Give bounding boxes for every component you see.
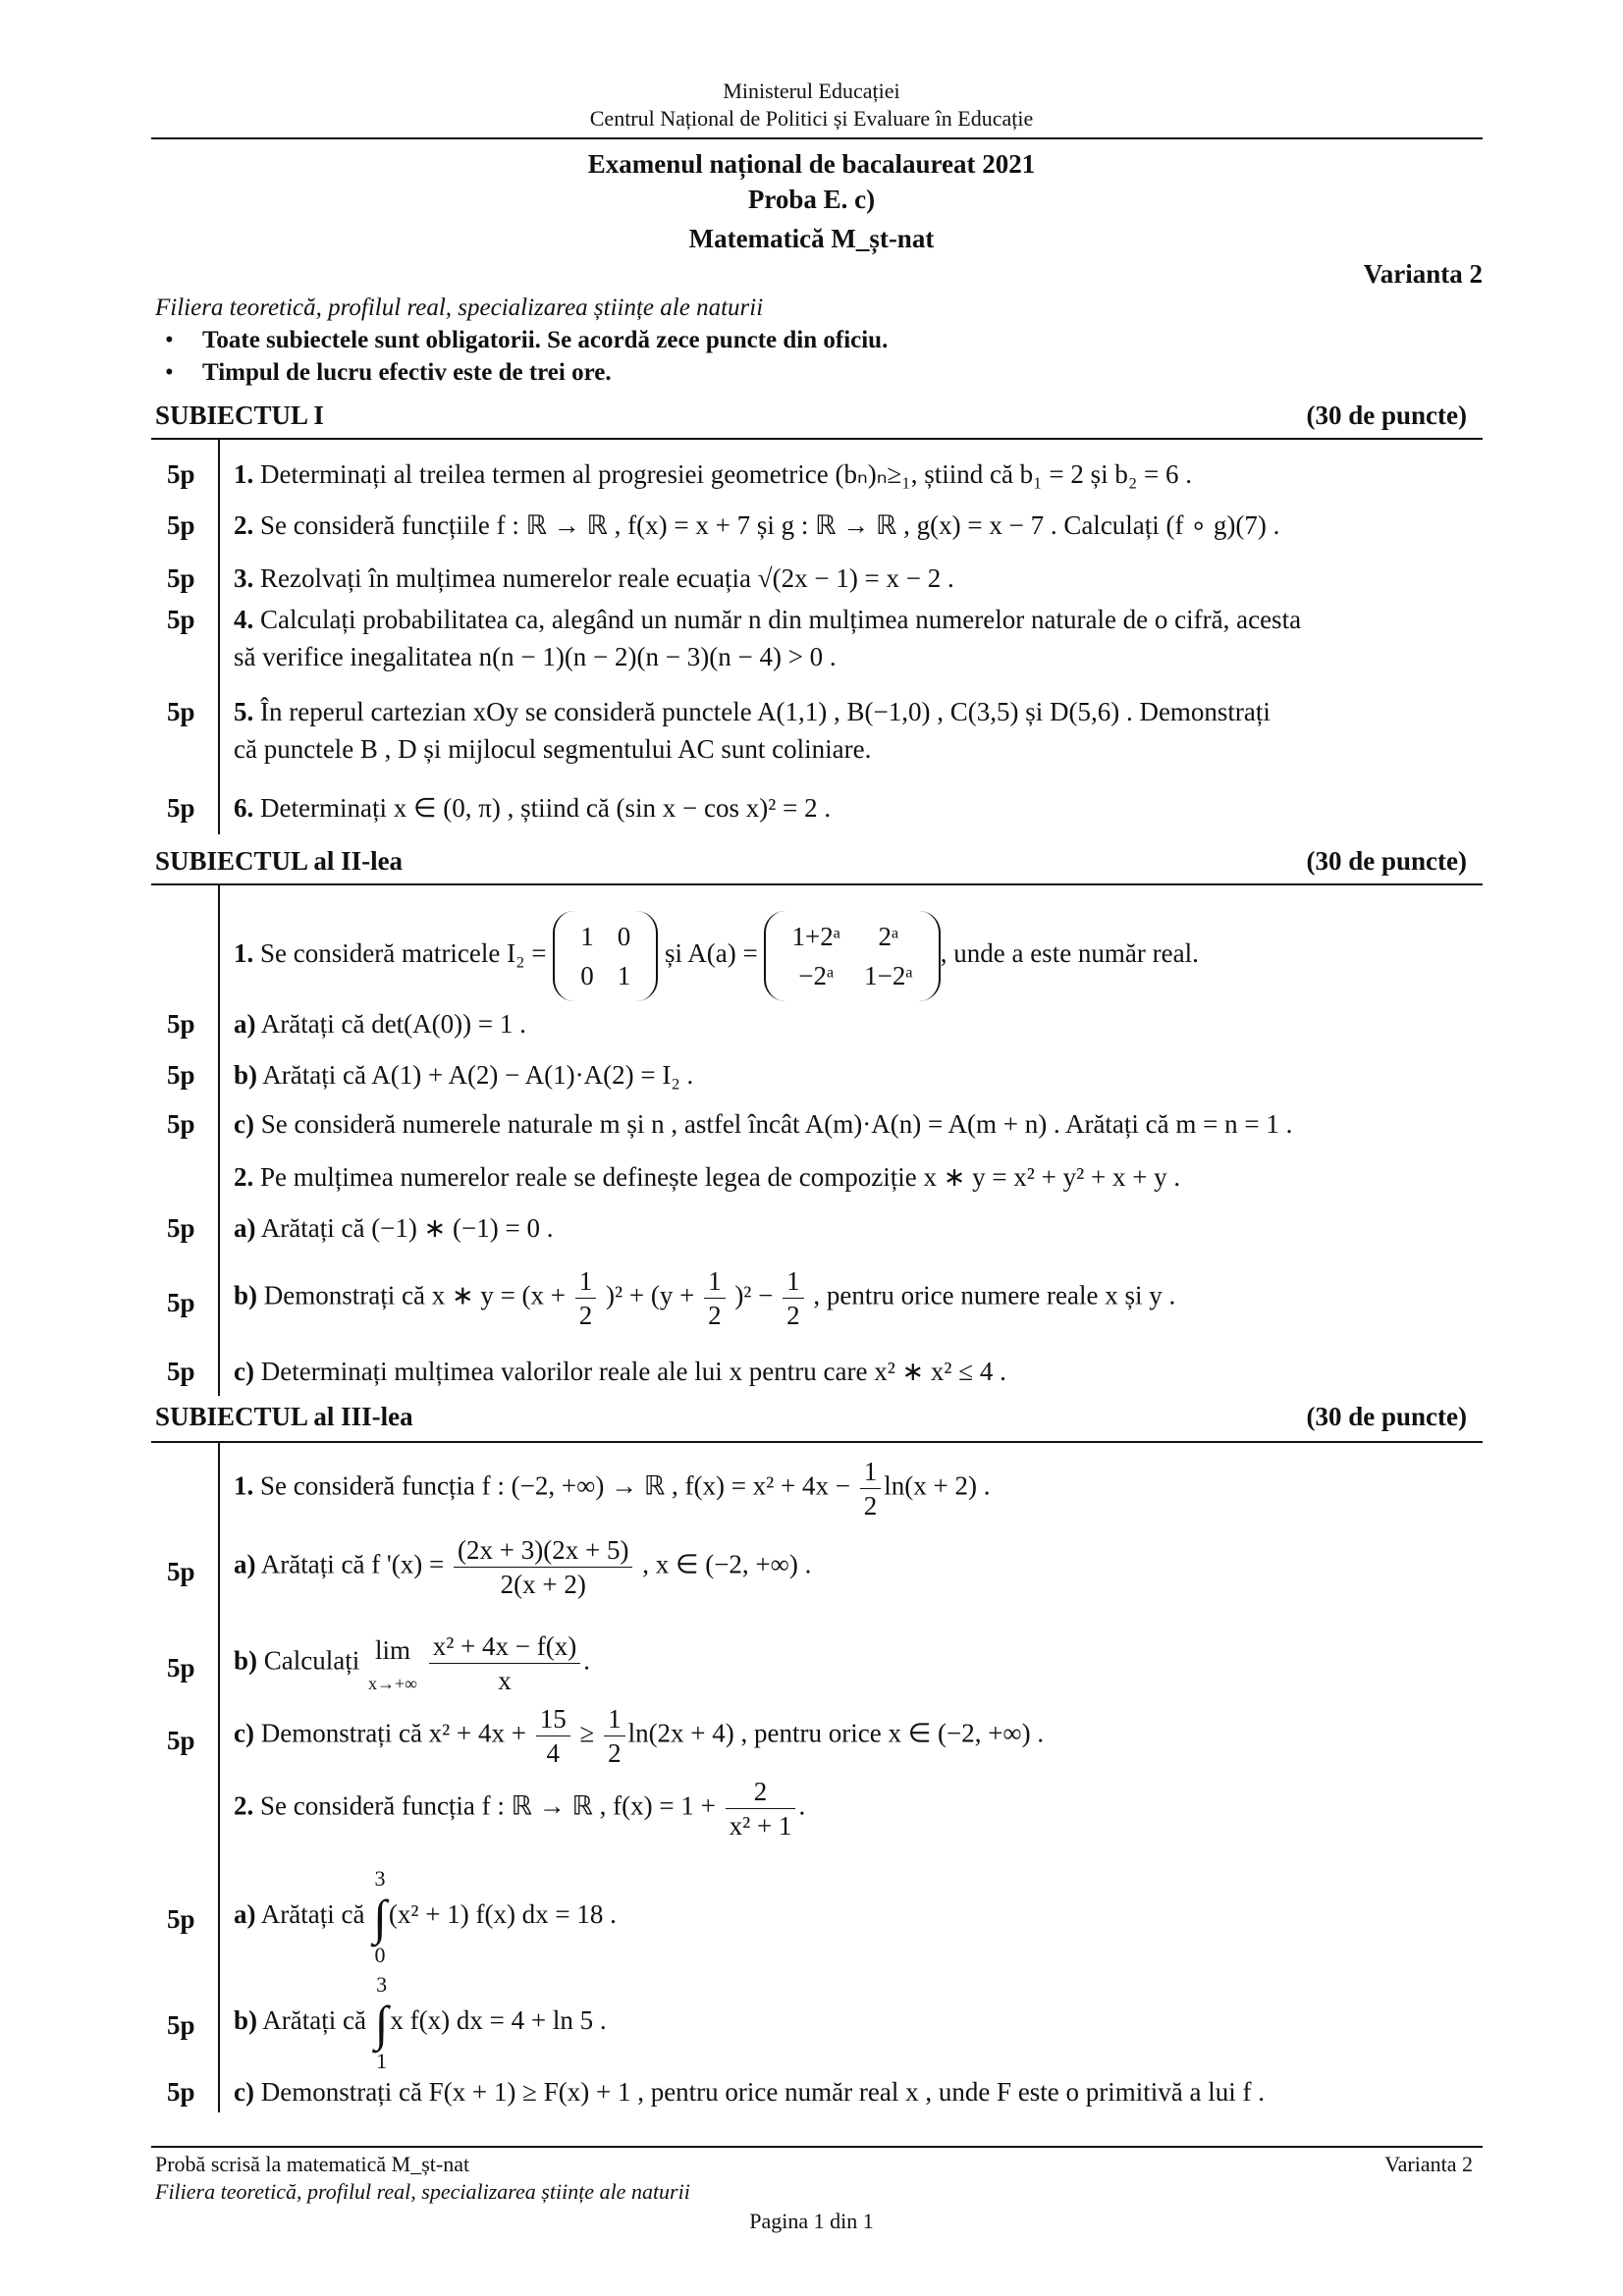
- integral-sign: 3 ∫ 1: [374, 1972, 389, 2073]
- section-1-points: (30 de puncte): [1306, 400, 1467, 430]
- s3-1a: [155, 1533, 1471, 1612]
- filiera-line: Filiera teoretică, profilul real, specializarea științe ale naturii: [155, 294, 764, 321]
- item-text: Demonstrați că F(x + 1) ≥ F(x) + 1 , pentru orice număr real x , unde F este o primitivă a lui f .: [260, 2077, 1266, 2107]
- exam-proba: Proba E. c): [747, 185, 876, 214]
- problem-text: , unde a este număr real.: [940, 938, 1199, 969]
- item-text: Arătați că det(A(0)) = 1 .: [260, 1009, 526, 1039]
- item-number: 5.: [234, 697, 254, 726]
- item-text: Determinați x ∈ (0, π) , știind că (sin x − cos x)² = 2 .: [260, 793, 832, 823]
- item-number: 1.: [234, 459, 254, 489]
- item-text: În reperul cartezian xOy se consideră punctele A(1,1) , B(−1,0) , C(3,5) și D(5,6) . Demonstrați: [260, 697, 1271, 726]
- points-badge: 5p: [167, 1213, 195, 1243]
- points-badge: 5p: [167, 1109, 195, 1139]
- center-name: Centrul Național de Politici și Evaluare în Educație: [589, 106, 1034, 131]
- item-text: Arătați că A(1) + A(2) − A(1)·A(2) = I₂ .: [262, 1060, 694, 1090]
- points-badge: 5p: [167, 2077, 195, 2107]
- item-text: Determinați mulțimea valorilor reale ale lui x pentru care x² ∗ x² ≤ 4 .: [260, 1357, 1006, 1386]
- section-3-heading: [155, 1402, 1467, 1432]
- fraction-half: $\frac{1}{2}$: [704, 1264, 726, 1332]
- exam-title: Examenul național de bacalaureat 2021: [587, 149, 1036, 179]
- item-text: Rezolvați în mulțimea numerelor reale ecuația √(2x − 1) = x − 2 .: [260, 563, 954, 593]
- item-label: b): [234, 2005, 258, 2036]
- header-rule: [151, 137, 1483, 139]
- points-badge: 5p: [167, 605, 195, 634]
- problem-number: 1.: [234, 1470, 254, 1501]
- points-badge: 5p: [167, 1557, 195, 1586]
- integral-sign: 3 ∫ 0: [373, 1866, 387, 1967]
- item-text: ≥: [579, 1718, 595, 1748]
- problem-text: ln(x + 2) .: [884, 1470, 991, 1501]
- item-text: Determinați al treilea termen al progresiei geometrice (bₙ)ₙ≥₁, știind că b₁ = 2 și b₂ = 6 .: [260, 459, 1192, 489]
- item-text: ln(2x + 4) , pentru orice x ∈ (−2, +∞) .: [627, 1718, 1045, 1748]
- s3-2a: [155, 1865, 1471, 1973]
- points-badge: 5p: [167, 459, 195, 489]
- item-text: )² −: [734, 1280, 774, 1310]
- item-text: )² + (y +: [606, 1280, 695, 1310]
- problem-text: și A(a) =: [665, 938, 758, 969]
- points-badge: 5p: [167, 563, 195, 593]
- problem-text: Se consideră funcția f : ℝ → ℝ , f(x) = 1 +: [260, 1790, 716, 1821]
- s3-problem-2: [155, 1775, 1471, 1853]
- bullet-mandatory: • Toate subiectele sunt obligatorii. Se acordă zece puncte din oficiu.: [202, 327, 888, 354]
- points-badge: 5p: [167, 1726, 195, 1755]
- item-text: Arătați că f '(x) =: [260, 1549, 445, 1579]
- item-text: Arătați că (−1) ∗ (−1) = 0 .: [260, 1213, 554, 1243]
- problem-number: 2.: [234, 1790, 254, 1821]
- s2-problem-1: [155, 895, 1471, 993]
- item-text: Calculați: [263, 1645, 360, 1676]
- item-label: b): [234, 1645, 258, 1676]
- s2-2b: [155, 1264, 1471, 1343]
- footer-line-2: Filiera teoretică, profilul real, specializarea științe ale naturii: [155, 2179, 690, 2204]
- section-1-title: SUBIECTUL I: [155, 400, 324, 430]
- exam-subject: Matematică M_șt-nat: [688, 224, 935, 253]
- item-text: x f(x) dx = 4 + ln 5 .: [390, 2005, 607, 2036]
- s3-1b: [155, 1629, 1471, 1708]
- fraction-15-4: $\frac{15}{4}$: [536, 1702, 570, 1770]
- problem-text: Se consideră funcția f : (−2, +∞) → ℝ , f(x) = x² + 4x −: [260, 1470, 850, 1501]
- section-1-heading: [155, 400, 1467, 431]
- item-text-cont: că punctele B , D și mijlocul segmentului AC sunt coliniare.: [234, 734, 872, 764]
- item-label: a): [234, 1549, 256, 1579]
- problem-number: 2.: [234, 1162, 254, 1192]
- points-badge: 5p: [167, 1288, 195, 1317]
- problem-text: Se consideră matricele I₂ =: [260, 938, 547, 969]
- item-label: a): [234, 1213, 256, 1243]
- fraction-half: $\frac{1}{2}$: [783, 1264, 804, 1332]
- item-label: c): [234, 1357, 254, 1386]
- section-2-points: (30 de puncte): [1306, 846, 1467, 876]
- points-badge: 5p: [167, 1357, 195, 1386]
- identity-matrix: 1 0 0 1: [553, 911, 658, 1001]
- footer-variant: Varianta 2: [1384, 2152, 1473, 2176]
- points-badge: 5p: [167, 1060, 195, 1090]
- item-label: a): [234, 1009, 256, 1039]
- item-label: c): [234, 1109, 254, 1139]
- section-3-points: (30 de puncte): [1306, 1402, 1467, 1431]
- item-text: Arătați că: [260, 1899, 365, 1930]
- points-badge: 5p: [167, 1009, 195, 1039]
- points-badge: 5p: [167, 793, 195, 823]
- item-text: Se consideră numerele naturale m și n , astfel încât A(m)·A(n) = A(m + n) . Arătați că m = n = 1 .: [260, 1109, 1293, 1139]
- item-text: Demonstrați că x² + 4x +: [260, 1718, 526, 1748]
- section-2-title: SUBIECTUL al II-lea: [155, 846, 404, 876]
- s3-2b: [155, 1971, 1471, 2079]
- item-label: c): [234, 1718, 254, 1748]
- fraction-half: $\frac{1}{2}$: [860, 1455, 882, 1522]
- item-label: a): [234, 1899, 256, 1930]
- item-text: Arătați că: [262, 2005, 366, 2036]
- item-text: , x ∈ (−2, +∞) .: [642, 1549, 812, 1579]
- fraction-half: $\frac{1}{2}$: [604, 1702, 625, 1770]
- item-text: (x² + 1) f(x) dx = 18 .: [388, 1899, 617, 1930]
- s1-item-4: [155, 601, 1471, 679]
- limit-operator: lim x→+∞: [367, 1634, 417, 1693]
- s3-1c: [155, 1702, 1471, 1781]
- s3-problem-1: [155, 1455, 1471, 1533]
- item-text: .: [583, 1645, 590, 1676]
- derivative-fraction: $\frac{(2x + 3)(2x + 5)}{2(x + 2)}$: [454, 1533, 632, 1601]
- function-fraction: $\frac{2}{\text{x² + 1}}$: [726, 1775, 796, 1842]
- page-number: Pagina 1 din 1: [749, 2209, 874, 2233]
- points-badge: 5p: [167, 1653, 195, 1682]
- item-number: 4.: [234, 605, 254, 634]
- a-matrix: 1+2ᵃ 2ᵃ −2ᵃ 1−2ᵃ: [764, 911, 940, 1001]
- s1-item-5: [155, 693, 1471, 772]
- points-badge: 5p: [167, 2010, 195, 2040]
- limit-fraction: $\frac{\text{x² + 4x − f(x)}}{x}$: [429, 1629, 581, 1697]
- footer-rule: [151, 2146, 1483, 2148]
- item-label: b): [234, 1280, 258, 1310]
- item-text: , pentru orice numere reale x și y .: [813, 1280, 1176, 1310]
- section-1-rule: [151, 438, 1483, 440]
- problem-text: Pe mulțimea numerelor reale se definește legea de compoziție x ∗ y = x² + y² + x + y .: [260, 1162, 1181, 1192]
- fraction-half: $\frac{1}{2}$: [575, 1264, 597, 1332]
- section-3-rule: [151, 1441, 1483, 1443]
- variant-label: Varianta 2: [1363, 259, 1483, 289]
- item-number: 3.: [234, 563, 254, 593]
- item-text: Calculați probabilitatea ca, alegând un număr n din mulțimea numerelor naturale de o cifră, acesta: [260, 605, 1302, 634]
- ministry-name: Ministerul Educației: [723, 79, 900, 103]
- footer-line-1: Probă scrisă la matematică M_șt-nat: [155, 2152, 470, 2176]
- points-badge: 5p: [167, 510, 195, 540]
- item-text: Demonstrați că x ∗ y = (x +: [263, 1280, 567, 1310]
- section-3-title: SUBIECTUL al III-lea: [155, 1402, 413, 1431]
- bullet-time: • Timpul de lucru efectiv este de trei ore.: [202, 359, 612, 387]
- item-text: Se consideră funcțiile f : ℝ → ℝ , f(x) = x + 7 și g : ℝ → ℝ , g(x) = x − 7 . Calculați (f ∘ g)(7) .: [260, 510, 1280, 540]
- item-label: b): [234, 1060, 258, 1090]
- item-label: c): [234, 2077, 254, 2107]
- section-2-rule: [151, 883, 1483, 885]
- points-badge: 5p: [167, 1904, 195, 1934]
- problem-text: .: [798, 1790, 806, 1821]
- points-badge: 5p: [167, 697, 195, 726]
- problem-number: 1.: [234, 938, 254, 969]
- item-number: 6.: [234, 793, 254, 823]
- item-number: 2.: [234, 510, 254, 540]
- item-text-cont: să verifice inegalitatea n(n − 1)(n − 2)(n − 3)(n − 4) > 0 .: [234, 642, 837, 671]
- section-2-heading: [155, 846, 1467, 877]
